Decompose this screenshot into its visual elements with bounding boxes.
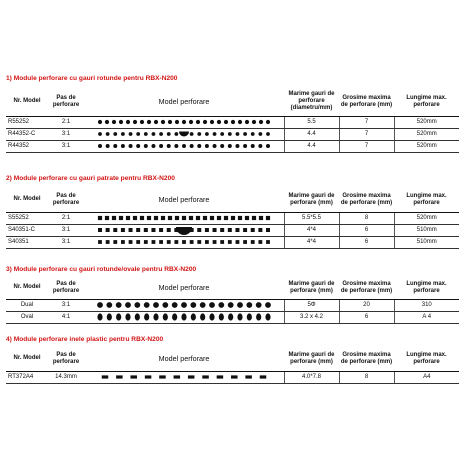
perforation-hole: [189, 132, 193, 136]
header-model: Model perforare: [84, 188, 284, 212]
model-number: Dual: [6, 299, 48, 311]
header-marime: Marime gauri de perforare (mm): [284, 347, 339, 371]
perforation-hole: [116, 302, 122, 308]
perforation-hole: [105, 240, 109, 244]
perforation-hole: [175, 216, 179, 220]
perforation-hole: [217, 120, 221, 124]
max-thickness: 7: [339, 116, 394, 128]
perforation-hole: [182, 144, 186, 148]
perforation-pattern-graphic: [94, 213, 274, 223]
perforation-hole: [173, 375, 180, 378]
perforation-hole: [121, 144, 125, 148]
table-row: [6, 236, 459, 248]
perforation-hole: [202, 375, 209, 378]
perforation-pattern-graphic: [94, 312, 274, 322]
perforation-hole: [133, 216, 137, 220]
max-length: A4: [394, 371, 459, 383]
perforation-pattern-graphic: [94, 141, 274, 151]
perforation-pattern-graphic: [94, 117, 274, 127]
perforation-hole: [220, 132, 224, 136]
perforation-hole: [168, 216, 172, 220]
perforation-hole: [258, 144, 262, 148]
pitch: 3:1: [48, 299, 84, 311]
header-lungime: Lungime max. perforare: [394, 88, 459, 116]
perforation-hole: [190, 313, 195, 320]
perforation-hole: [116, 313, 121, 320]
perforation-hole: [161, 120, 165, 124]
perforation-hole: [190, 302, 196, 308]
perforation-hole: [212, 240, 216, 244]
perforation-hole: [189, 240, 193, 244]
perforation-hole: [125, 313, 130, 320]
table-row: [6, 224, 459, 236]
perforation-hole: [144, 240, 148, 244]
hole-size: 4*4: [284, 224, 339, 236]
perforation-hole: [235, 240, 239, 244]
max-thickness: 6: [339, 224, 394, 236]
perforation-hole: [266, 240, 270, 244]
perforation-hole: [224, 120, 228, 124]
perforation-pattern: [84, 311, 284, 323]
table-row: [6, 128, 459, 140]
perforation-pattern: [84, 224, 284, 236]
perforation-hole: [133, 120, 137, 124]
perforation-hole: [98, 240, 102, 244]
perforation-hole: [182, 240, 186, 244]
perforation-hole: [97, 302, 103, 308]
section-title: 3) Module perforare cu gauri rotunde/ovale pentru RBX-N200: [6, 266, 197, 273]
perforation-hole: [245, 375, 252, 378]
perforation-hole: [210, 216, 214, 220]
perforation-pattern-graphic: [94, 300, 274, 310]
perforation-hole: [159, 132, 163, 136]
perforation-hole: [252, 120, 256, 124]
perforation-hole: [128, 144, 132, 148]
perforation-hole: [205, 144, 209, 148]
perforation-pattern-graphic: [94, 372, 274, 382]
perforation-hole: [228, 313, 233, 320]
perforation-hole: [159, 144, 163, 148]
perforation-hole: [265, 302, 271, 308]
hole-size: 3.2 x 4.2: [284, 311, 339, 323]
perforation-pattern: [84, 371, 284, 383]
header-nr-model: Nr. Model: [6, 347, 48, 371]
perforation-hole: [212, 228, 216, 232]
perforation-hole: [228, 132, 232, 136]
perforation-hole: [217, 216, 221, 220]
perforation-hole: [189, 228, 193, 232]
header-nr-model: Nr. Model: [6, 277, 48, 299]
perforation-hole: [256, 313, 261, 320]
perforation-hole: [243, 228, 247, 232]
perforation-hole: [161, 216, 165, 220]
header-marime: Marime gauri de perforare (mm): [284, 188, 339, 212]
hole-size: 4.0*7.8: [284, 371, 339, 383]
table-row: [6, 371, 459, 383]
perforation-hole: [228, 240, 232, 244]
max-thickness: 6: [339, 236, 394, 248]
perforation-hole: [136, 240, 140, 244]
perforation-hole: [154, 216, 158, 220]
header-lungime: Lungime max. perforare: [394, 188, 459, 212]
table-row: [6, 116, 459, 128]
header-model: Model perforare: [84, 347, 284, 371]
max-thickness: 20: [339, 299, 394, 311]
perforation-hole: [174, 144, 178, 148]
perforation-hole: [134, 302, 140, 308]
perforation-hole: [243, 240, 247, 244]
max-thickness: 8: [339, 212, 394, 224]
header-marime: Marime gauri de perforare (mm): [284, 277, 339, 299]
perforation-hole: [224, 216, 228, 220]
perforation-hole: [196, 216, 200, 220]
perforation-hole: [126, 216, 130, 220]
perforation-hole: [147, 120, 151, 124]
perforation-hole: [218, 313, 223, 320]
header-pas: Pas de perforare: [48, 277, 84, 299]
header-grosime: Grosime maxima de perforare (mm): [339, 277, 394, 299]
plastic-rings-table: [6, 347, 459, 384]
pitch: 4:1: [48, 311, 84, 323]
model-number: R55252: [6, 116, 48, 128]
perforation-hole: [128, 132, 132, 136]
perforation-pattern-graphic: [94, 225, 274, 235]
perforation-hole: [216, 375, 223, 378]
perforation-hole: [97, 313, 102, 320]
perforation-hole: [98, 144, 102, 148]
max-length: 520mm: [394, 116, 459, 128]
max-length: 310: [394, 299, 459, 311]
perforation-hole: [144, 132, 148, 136]
perforation-hole: [197, 132, 201, 136]
table-row: [6, 299, 459, 311]
perforation-hole: [212, 144, 216, 148]
perforation-hole: [246, 302, 252, 308]
perforation-hole: [245, 216, 249, 220]
perforation-hole: [209, 313, 214, 320]
perforation-hole: [159, 240, 163, 244]
perforation-hole: [136, 132, 140, 136]
perforation-hole: [235, 144, 239, 148]
perforation-hole: [151, 144, 155, 148]
perforation-hole: [175, 120, 179, 124]
perforation-hole: [237, 302, 243, 308]
perforation-hole: [209, 302, 215, 308]
perforation-hole: [119, 120, 123, 124]
perforation-hole: [168, 120, 172, 124]
perforation-hole: [151, 132, 155, 136]
perforation-hole: [98, 216, 102, 220]
perforation-hole: [112, 216, 116, 220]
perforation-hole: [205, 132, 209, 136]
perforation-hole: [266, 144, 270, 148]
perforation-pattern: [84, 140, 284, 152]
perforation-hole: [228, 302, 234, 308]
perforation-hole: [259, 216, 263, 220]
hole-size: 4.4: [284, 128, 339, 140]
max-length: 520mm: [394, 212, 459, 224]
perforation-hole: [128, 240, 132, 244]
perforation-hole: [98, 120, 102, 124]
perforation-hole: [151, 228, 155, 232]
pitch: 3:1: [48, 128, 84, 140]
perforation-hole: [205, 240, 209, 244]
max-thickness: 6: [339, 311, 394, 323]
perforation-hole: [136, 228, 140, 232]
perforation-hole: [162, 302, 168, 308]
perforation-pattern: [84, 116, 284, 128]
pitch: 2:1: [48, 116, 84, 128]
perforation-hole: [251, 132, 255, 136]
perforation-hole: [134, 313, 139, 320]
perforation-hole: [116, 375, 123, 378]
perforation-hole: [231, 375, 238, 378]
perforation-hole: [181, 302, 187, 308]
perforation-hole: [113, 132, 117, 136]
hole-size: 4*4: [284, 236, 339, 248]
perforation-hole: [159, 375, 166, 378]
header-grosime: Grosime maxima de perforare (mm): [339, 88, 394, 116]
perforation-hole: [136, 144, 140, 148]
perforation-hole: [200, 302, 206, 308]
perforation-pattern-graphic: [94, 129, 274, 139]
perforation-hole: [106, 302, 112, 308]
hole-size: 5Φ: [284, 299, 339, 311]
perforation-hole: [140, 120, 144, 124]
perforation-hole: [128, 228, 132, 232]
perforation-hole: [144, 228, 148, 232]
round-holes-table: [6, 88, 459, 153]
perforation-hole: [189, 216, 193, 220]
table-row: [6, 140, 459, 152]
perforation-hole: [154, 120, 158, 124]
perforation-hole: [159, 228, 163, 232]
perforation-hole: [167, 132, 171, 136]
perforation-hole: [252, 216, 256, 220]
perforation-hole: [140, 216, 144, 220]
max-thickness: 7: [339, 140, 394, 152]
hole-size: 5.5: [284, 116, 339, 128]
perforation-hole: [113, 240, 117, 244]
square-holes-table: [6, 188, 459, 249]
perforation-hole: [172, 302, 178, 308]
perforation-hole: [228, 144, 232, 148]
perforation-hole: [251, 240, 255, 244]
max-length: 510mm: [394, 224, 459, 236]
perforation-hole: [112, 120, 116, 124]
perforation-hole: [266, 120, 270, 124]
perforation-hole: [182, 120, 186, 124]
perforation-hole: [153, 313, 158, 320]
max-thickness: 8: [339, 371, 394, 383]
perforation-hole: [231, 216, 235, 220]
perforation-hole: [231, 120, 235, 124]
perforation-hole: [243, 132, 247, 136]
perforation-hole: [113, 144, 117, 148]
pitch: 14.3mm: [48, 371, 84, 383]
perforation-hole: [246, 313, 251, 320]
perforation-pattern: [84, 128, 284, 140]
perforation-hole: [119, 216, 123, 220]
perforation-hole: [265, 313, 270, 320]
header-lungime: Lungime max. perforare: [394, 347, 459, 371]
header-lungime: Lungime max. perforare: [394, 277, 459, 299]
perforation-hole: [266, 228, 270, 232]
perforation-hole: [113, 228, 117, 232]
perforation-hole: [258, 132, 262, 136]
pitch: 3:1: [48, 236, 84, 248]
pitch: 2:1: [48, 212, 84, 224]
max-length: 520mm: [394, 128, 459, 140]
perforation-hole: [235, 132, 239, 136]
perforation-hole: [250, 228, 254, 232]
perforation-hole: [151, 240, 155, 244]
perforation-hole: [98, 228, 102, 232]
perforation-hole: [125, 302, 131, 308]
perforation-hole: [166, 228, 170, 232]
section-title: 2) Module perforare cu gauri patrate pentru RBX-N200: [6, 175, 175, 182]
header-grosime: Grosime maxima de perforare (mm): [339, 347, 394, 371]
perforation-pattern: [84, 236, 284, 248]
header-model: Model perforare: [84, 88, 284, 116]
perforation-hole: [179, 132, 189, 137]
perforation-hole: [189, 144, 193, 148]
perforation-hole: [144, 313, 149, 320]
perforation-hole: [220, 240, 224, 244]
perforation-hole: [266, 216, 270, 220]
perforation-hole: [196, 120, 200, 124]
header-pas: Pas de perforare: [48, 88, 84, 116]
perforation-hole: [167, 240, 171, 244]
perforation-hole: [145, 375, 152, 378]
max-length: 520mm: [394, 140, 459, 152]
perforation-hole: [126, 120, 130, 124]
section-title: 1) Module perforare cu gauri rotunde pentru RBX-N200: [6, 75, 178, 82]
perforation-hole: [258, 240, 262, 244]
perforation-hole: [153, 302, 159, 308]
perforation-hole: [197, 228, 201, 232]
perforation-hole: [144, 302, 150, 308]
perforation-hole: [174, 240, 178, 244]
hole-size: 5.5*5.5: [284, 212, 339, 224]
perforation-hole: [121, 240, 125, 244]
perforation-hole: [147, 216, 151, 220]
perforation-hole: [266, 132, 270, 136]
section-title: 4) Module perforare inele plastic pentru RBX-N200: [6, 336, 164, 343]
perforation-hole: [237, 313, 242, 320]
header-nr-model: Nr. Model: [6, 188, 48, 212]
header-model: Model perforare: [84, 277, 284, 299]
perforation-hole: [105, 228, 109, 232]
model-number: R44352-C: [6, 128, 48, 140]
header-pas: Pas de perforare: [48, 347, 84, 371]
perforation-hole: [200, 313, 205, 320]
perforation-hole: [220, 228, 224, 232]
perforation-hole: [188, 375, 195, 378]
perforation-hole: [105, 216, 109, 220]
perforation-hole: [256, 302, 262, 308]
max-length: A 4: [394, 311, 459, 323]
perforation-hole: [105, 120, 109, 124]
perforation-hole: [238, 216, 242, 220]
header-pas: Pas de perforare: [48, 188, 84, 212]
header-nr-model: Nr. Model: [6, 88, 48, 116]
perforation-hole: [243, 144, 247, 148]
perforation-hole: [210, 120, 214, 124]
perforation-hole: [102, 375, 109, 378]
perforation-hole: [250, 144, 254, 148]
perforation-hole: [105, 132, 109, 136]
model-number: Oval: [6, 311, 48, 323]
perforation-hole: [203, 120, 207, 124]
perforation-hole: [130, 375, 137, 378]
perforation-hole: [245, 120, 249, 124]
perforation-hole: [105, 144, 109, 148]
perforation-hole: [121, 132, 125, 136]
table-row: [6, 311, 459, 323]
perforation-hole: [218, 302, 224, 308]
model-number: S40351: [6, 236, 48, 248]
max-thickness: 7: [339, 128, 394, 140]
perforation-hole: [144, 144, 148, 148]
perforation-hole: [176, 227, 192, 235]
model-number: S40351-C: [6, 224, 48, 236]
pitch: 3:1: [48, 140, 84, 152]
hole-size: 4.4: [284, 140, 339, 152]
perforation-hole: [220, 144, 224, 148]
perforation-hole: [258, 228, 262, 232]
perforation-hole: [259, 120, 263, 124]
perforation-hole: [212, 132, 216, 136]
model-number: R44352: [6, 140, 48, 152]
round-oval-holes-table: [6, 277, 459, 324]
perforation-hole: [189, 120, 193, 124]
perforation-hole: [235, 228, 239, 232]
perforation-hole: [181, 313, 186, 320]
perforation-hole: [162, 313, 167, 320]
perforation-pattern: [84, 299, 284, 311]
table-row: [6, 212, 459, 224]
perforation-hole: [182, 216, 186, 220]
model-number: RT372A4: [6, 371, 48, 383]
perforation-hole: [166, 144, 170, 148]
pitch: 3:1: [48, 224, 84, 236]
header-grosime: Grosime maxima de perforare (mm): [339, 188, 394, 212]
perforation-hole: [174, 132, 178, 136]
perforation-hole: [197, 240, 201, 244]
perforation-hole: [197, 144, 201, 148]
perforation-hole: [260, 375, 267, 378]
perforation-hole: [228, 228, 232, 232]
model-number: S55252: [6, 212, 48, 224]
perforation-hole: [238, 120, 242, 124]
header-marime: Marime gauri de perforare (diametru/mm): [284, 88, 339, 116]
max-length: 510mm: [394, 236, 459, 248]
perforation-hole: [121, 228, 125, 232]
perforation-hole: [203, 216, 207, 220]
perforation-hole: [172, 313, 177, 320]
perforation-hole: [106, 313, 111, 320]
perforation-hole: [205, 228, 209, 232]
perforation-hole: [98, 132, 102, 136]
perforation-pattern-graphic: [94, 237, 274, 247]
perforation-pattern: [84, 212, 284, 224]
